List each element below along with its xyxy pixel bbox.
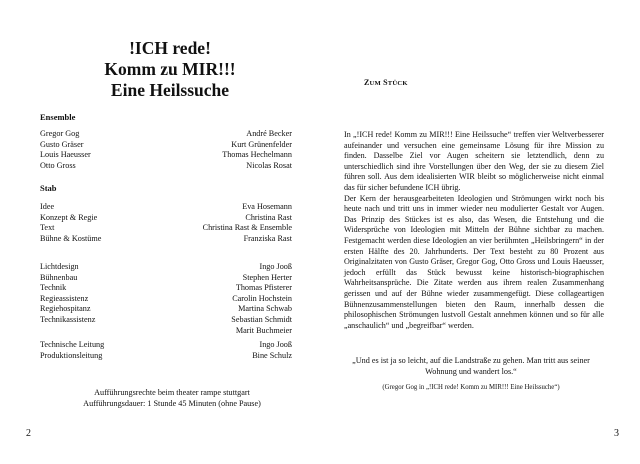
- credit-row: [40, 273, 292, 284]
- right-page: [320, 0, 640, 464]
- cast-row: [40, 161, 292, 172]
- cast-role: Louis Haeusser: [40, 150, 91, 160]
- credit-name: Franziska Rast: [243, 233, 292, 243]
- paragraph-2: Der Kern der herausgearbeiteten Ideologien und Strömungen wirkt noch bis heute nach und tritt uns in immer wieder neu modulierter Gestalt vor Augen. Das Prinzip des Stückes ist es also, das Wesen, die Entstehung und die Widersprüche von Ideologien mit Mitteln der Bühne sichtbar zu machen. Festgemacht werden diese Ideologien an vier berühmten „Heilsbringern“ in der ersten Hälfte des 20. Jahrhunderts. Der Text besteht zu 80 Prozent aus Originalzitaten von Gusto Gräser, Gregor Gog, Otto Gross und Louis Haeusser, jedoch erfüllt das Stück bewusst keine historisch-biographischen Wahrheitsansprüche. Die Zitate werden aus ihrem realen Zusammenhang gerissen und auf der Bühne wieder zusammengefügt. Diese collageartigen Bühnenzusammenstellungen bieten den Raum, innerhalb dessen die philosophischen Strömungen lustvoll Gestalt annehmen können und so für alle „anschaulich“ und „begreifbar“ werden.: [344, 193, 604, 330]
- heading-part: Z: [364, 78, 370, 87]
- page-number-left: 2: [26, 428, 31, 439]
- title-line-1: !ICH rede!: [129, 38, 211, 58]
- credit-role: Bühnenbau: [40, 272, 78, 282]
- credit-row: [40, 351, 292, 362]
- credit-name: Thomas Pfisterer: [235, 283, 292, 293]
- credit-role: Idee: [40, 202, 55, 211]
- cast-actor: André Becker: [246, 129, 292, 138]
- credit-name: Sebastian Schmidt: [231, 314, 292, 324]
- page-title: [60, 38, 280, 101]
- heading-part: TÜCK: [387, 80, 408, 87]
- leitung-list: [40, 340, 292, 361]
- stab-heading: Stab: [40, 183, 57, 193]
- credit-role: Text: [40, 223, 55, 233]
- credit-row: [40, 294, 292, 305]
- credit-role: Technische Leitung: [40, 340, 105, 349]
- ensemble-list: [40, 129, 292, 171]
- credit-role: Technik: [40, 283, 67, 293]
- credit-row: [40, 315, 292, 326]
- credit-name: Carolin Hochstein: [232, 293, 292, 303]
- cast-row: [40, 129, 292, 140]
- cast-actor: Kurt Grünenfelder: [231, 139, 292, 149]
- credit-row: [40, 340, 292, 351]
- cast-role: Otto Gross: [40, 160, 76, 170]
- cast-row: [40, 140, 292, 151]
- ensemble-heading: Ensemble: [40, 112, 76, 122]
- credit-row: [40, 326, 292, 337]
- cast-actor: Thomas Hechelmann: [222, 150, 292, 160]
- duration-text: Aufführungsdauer: 1 Stunde 45 Minuten (ohne Pause): [83, 398, 261, 408]
- heading-part: UM: [369, 80, 381, 87]
- credit-name: Ingo Jooß: [259, 340, 292, 349]
- quote-source: (Gregor Gog in „!ICH rede! Komm zu MIR!!! Eine Heilssuche“): [382, 384, 560, 391]
- credit-row: [40, 283, 292, 294]
- credit-name: Marit Buchmeier: [235, 325, 292, 335]
- cast-row: [40, 150, 292, 161]
- cast-actor: Nicolas Rosat: [246, 160, 292, 170]
- page-number-right: 3: [614, 428, 619, 439]
- credit-name: Bine Schulz: [252, 350, 292, 360]
- article-body: [344, 130, 604, 331]
- cast-role: Gregor Gog: [40, 129, 80, 138]
- stab-list: [40, 202, 292, 244]
- credit-row: [40, 213, 292, 224]
- title-line-2: Komm zu MIR!!!: [104, 59, 236, 79]
- credit-name: Eva Hosemann: [242, 202, 292, 211]
- credit-role: Regieassistenz: [40, 293, 89, 303]
- rights-note: [62, 388, 282, 409]
- rights-text: Aufführungsrechte beim theater rampe stuttgart: [94, 388, 250, 397]
- section-heading: [364, 78, 408, 87]
- credit-row: [40, 234, 292, 245]
- paragraph-1: In „!ICH rede! Komm zu MIR!!! Eine Heilssuche“ treffen vier Weltverbesserer aufeinander und versuchen eine gemeinsame Lösung für ihre Mission zu finden. Dasselbe Ziel vor Augen scheitern sie letztendlich, denn zu unterschiedlich sind ihre Vorstellungen über den Weg, der sie zu diesem Ziel führen soll. Aus dem idealisierten WIR bleibt so möglicherweise nicht einmal das für sicher befundene ICH übrig.: [344, 130, 604, 192]
- credit-name: Stephen Herter: [242, 272, 292, 282]
- credit-role: Technikassistenz: [40, 314, 96, 324]
- credit-name: Martina Schwab: [238, 304, 292, 314]
- credit-row: [40, 202, 292, 213]
- credit-role: Produktionsleitung: [40, 350, 103, 360]
- credit-row: [40, 304, 292, 315]
- credit-name: Christina Rast & Ensemble: [202, 223, 292, 233]
- heading-part: S: [380, 78, 388, 87]
- credit-row: [40, 262, 292, 273]
- credit-name: Ingo Jooß: [259, 262, 292, 271]
- credit-role: Bühne & Kostüme: [40, 233, 102, 243]
- quote: „Und es ist ja so leicht, auf die Landstraße zu gehen. Man tritt aus seiner Wohnung und wandert los.“: [352, 356, 590, 376]
- credit-row: [40, 223, 292, 234]
- credit-role: Regiehospitanz: [40, 304, 91, 314]
- credit-role: Konzept & Regie: [40, 212, 98, 222]
- cast-role: Gusto Gräser: [40, 139, 84, 149]
- title-line-3: Eine Heilssuche: [110, 80, 230, 100]
- credit-role: Lichtdesign: [40, 262, 79, 271]
- credit-name: Christina Rast: [245, 212, 292, 222]
- crew-list: [40, 262, 292, 336]
